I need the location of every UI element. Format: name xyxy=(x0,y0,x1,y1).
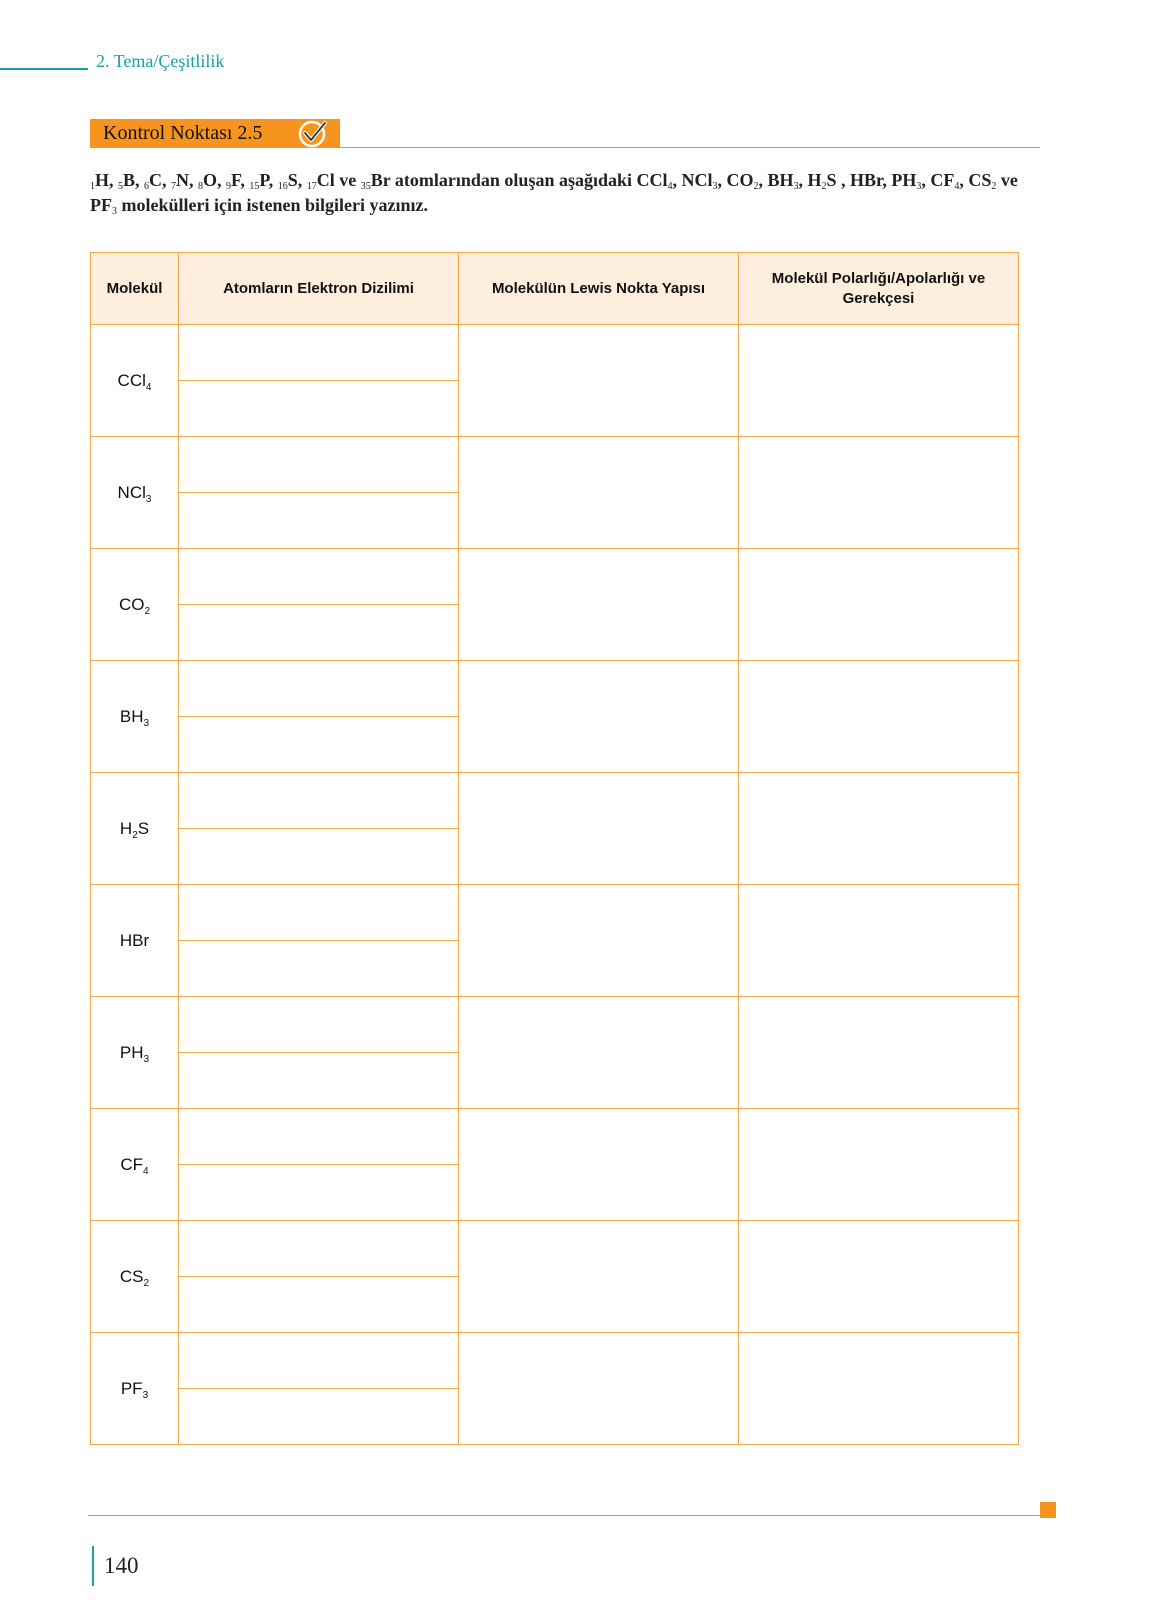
atomic-number: 6 xyxy=(144,181,150,192)
molecule-formula: PF xyxy=(90,195,112,215)
molecule-cell xyxy=(91,1109,179,1221)
atom-symbol: Cl xyxy=(316,170,335,190)
lewis-structure-cell[interactable] xyxy=(459,1221,739,1333)
formula-subscript: 4 xyxy=(145,381,152,393)
molecule-cell xyxy=(91,437,179,549)
electron-config-cell[interactable] xyxy=(179,1109,459,1165)
molecule-formula: CS xyxy=(119,1266,144,1286)
formula-subscript: 3 xyxy=(142,1389,149,1401)
table-row xyxy=(91,325,1019,381)
molecule-cell xyxy=(91,549,179,661)
lewis-structure-cell[interactable] xyxy=(459,437,739,549)
molecule-formula: BH xyxy=(119,706,144,726)
footer-rule xyxy=(88,1515,1040,1516)
polarity-cell[interactable] xyxy=(739,1333,1019,1445)
electron-config-cell[interactable] xyxy=(179,1221,459,1277)
electron-config-cell[interactable] xyxy=(179,1389,459,1445)
table-row xyxy=(91,661,1019,717)
formula-subscript: 2 xyxy=(821,181,827,192)
atom-symbol: O xyxy=(203,170,218,190)
atomic-number: 7 xyxy=(171,181,177,192)
page-number: 140 xyxy=(104,1553,139,1578)
header-rule xyxy=(0,68,88,70)
formula-subscript: 3 xyxy=(712,181,718,192)
molecule-cell xyxy=(91,1333,179,1445)
formula-subscript: 3 xyxy=(916,181,922,192)
page-number-bar xyxy=(92,1546,94,1586)
polarity-cell[interactable] xyxy=(739,437,1019,549)
molecule-cell xyxy=(91,885,179,997)
atom-symbol: C xyxy=(149,170,163,190)
atomic-number: 35 xyxy=(360,181,371,192)
formula-subscript: 4 xyxy=(954,181,960,192)
electron-config-cell[interactable] xyxy=(179,549,459,605)
lewis-structure-cell[interactable] xyxy=(459,885,739,997)
molecule-formula: NCl xyxy=(117,482,146,502)
electron-config-cell[interactable] xyxy=(179,885,459,941)
table-row xyxy=(91,885,1019,941)
formula-subscript: 2 xyxy=(991,181,997,192)
electron-config-cell[interactable] xyxy=(179,1333,459,1389)
atom-symbol: H xyxy=(95,170,110,190)
atom-symbol: P xyxy=(259,170,269,190)
electron-config-cell[interactable] xyxy=(179,997,459,1053)
molecule-formula: NCl xyxy=(681,170,713,190)
kontrol-rule xyxy=(340,147,1040,148)
electron-config-cell[interactable] xyxy=(179,381,459,437)
formula-subscript: 4 xyxy=(667,181,673,192)
atom-symbol: Br xyxy=(370,170,391,190)
electron-config-cell[interactable] xyxy=(179,437,459,493)
kontrol-noktasi-title: Kontrol Noktası 2.5 xyxy=(103,122,263,144)
molecule-formula: PH xyxy=(891,170,917,190)
atom-symbol: S xyxy=(287,170,298,190)
footer-square xyxy=(1040,1502,1056,1518)
electron-config-cell[interactable] xyxy=(179,1165,459,1221)
molecule-formula: CF xyxy=(120,1154,144,1174)
electron-config-cell[interactable] xyxy=(179,717,459,773)
table-row xyxy=(91,773,1019,829)
kontrol-noktasi-banner xyxy=(90,119,340,148)
polarity-cell[interactable] xyxy=(739,1221,1019,1333)
molecule-formula: CF xyxy=(930,170,955,190)
molecule-formula: CS xyxy=(968,170,992,190)
polarity-cell[interactable] xyxy=(739,325,1019,437)
molecule-cell xyxy=(91,325,179,437)
molecule-formula: HBr xyxy=(119,930,150,950)
molecule-cell xyxy=(91,661,179,773)
atomic-number: 16 xyxy=(277,181,288,192)
electron-config-cell[interactable] xyxy=(179,829,459,885)
table-header-row xyxy=(91,253,1019,325)
table-row xyxy=(91,1333,1019,1389)
table-row xyxy=(91,997,1019,1053)
atomic-number: 17 xyxy=(306,181,317,192)
table-row xyxy=(91,437,1019,493)
table-row xyxy=(91,1221,1019,1277)
electron-config-cell[interactable] xyxy=(179,773,459,829)
theme-title: 2. Tema/Çeşitlilik xyxy=(96,51,225,71)
molecule-formula: PH xyxy=(119,1042,144,1062)
header-polarlik: Molekül Polarlığı/Apolarlığı ve Gerekçesi xyxy=(739,253,1019,325)
lewis-structure-cell[interactable] xyxy=(459,1109,739,1221)
atomic-number: 5 xyxy=(118,181,124,192)
molecule-formula: S xyxy=(826,170,842,190)
molecule-formula: PF xyxy=(120,1378,143,1398)
formula-subscript: 3 xyxy=(793,181,799,192)
molecule-formula: CCl xyxy=(636,170,668,190)
electron-config-cell[interactable] xyxy=(179,325,459,381)
atomic-number: 1 xyxy=(90,181,95,192)
header-elektron-dizilimi: Atomların Elektron Dizilimi xyxy=(179,253,459,325)
atom-symbol: B xyxy=(123,170,136,190)
lewis-structure-cell[interactable] xyxy=(459,325,739,437)
molecule-formula: CO xyxy=(726,170,754,190)
molecule-formula: HBr xyxy=(850,170,883,190)
polarity-cell[interactable] xyxy=(739,549,1019,661)
polarity-cell[interactable] xyxy=(739,773,1019,885)
polarity-cell[interactable] xyxy=(739,1109,1019,1221)
molecule-table xyxy=(90,252,1019,1445)
atomic-number: 9 xyxy=(226,181,232,192)
molecule-formula: S xyxy=(137,818,150,838)
electron-config-cell[interactable] xyxy=(179,1277,459,1333)
formula-subscript: 2 xyxy=(144,605,151,617)
header-molekul: Molekül xyxy=(91,253,179,325)
check-circle-icon xyxy=(297,118,329,150)
polarity-cell[interactable] xyxy=(739,885,1019,997)
electron-config-cell[interactable] xyxy=(179,493,459,549)
formula-subscript: 3 xyxy=(143,717,150,729)
lewis-structure-cell[interactable] xyxy=(459,773,739,885)
electron-config-cell[interactable] xyxy=(179,941,459,997)
molecule-formula: H xyxy=(807,170,822,190)
formula-subscript: 2 xyxy=(143,1277,150,1289)
lewis-structure-cell[interactable] xyxy=(459,1333,739,1445)
atom-symbol: N xyxy=(176,170,190,190)
formula-subscript: 2 xyxy=(753,181,759,192)
atom-symbol: F xyxy=(231,170,241,190)
formula-subscript: 2 xyxy=(132,829,138,841)
electron-config-cell[interactable] xyxy=(179,605,459,661)
lewis-structure-cell[interactable] xyxy=(459,661,739,773)
formula-subscript: 4 xyxy=(143,1165,149,1177)
header-lewis-yapisi: Molekülün Lewis Nokta Yapısı xyxy=(459,253,739,325)
table-row xyxy=(91,549,1019,605)
formula-subscript: 3 xyxy=(143,1053,150,1065)
molecule-cell xyxy=(91,1221,179,1333)
molecule-formula: CCl xyxy=(117,370,146,390)
polarity-cell[interactable] xyxy=(739,661,1019,773)
molecule-formula: BH xyxy=(767,170,794,190)
polarity-cell[interactable] xyxy=(739,997,1019,1109)
molecule-formula: CO xyxy=(118,594,145,614)
lewis-structure-cell[interactable] xyxy=(459,997,739,1109)
formula-subscript: 3 xyxy=(112,206,117,217)
instruction-text: $_1$H, $_5$B, $_6$C, $_7$N, $_8$O, $_9$F, $_{15}$P, $_{16}$S, $_{17}$Cl ve $_{35}$Br atomlarından oluşan aşağıdaki CCl$_4$, NCl$_3$, $CO_2$, $BH_3$, $H_2S$ , HBr, $PH_3$, $CF_4$, $CS_2$ ve $PF_3$ molekülleri için istenen bilgileri yazınız. xyxy=(90,170,1018,217)
formula-subscript: 3 xyxy=(145,493,152,505)
table-row xyxy=(91,1109,1019,1165)
electron-config-cell[interactable] xyxy=(179,661,459,717)
atomic-number: 15 xyxy=(249,181,260,192)
electron-config-cell[interactable] xyxy=(179,1053,459,1109)
molecule-formula: H xyxy=(119,818,133,838)
molecule-cell xyxy=(91,997,179,1109)
molecule-cell xyxy=(91,773,179,885)
atomic-number: 8 xyxy=(198,181,204,192)
lewis-structure-cell[interactable] xyxy=(459,549,739,661)
